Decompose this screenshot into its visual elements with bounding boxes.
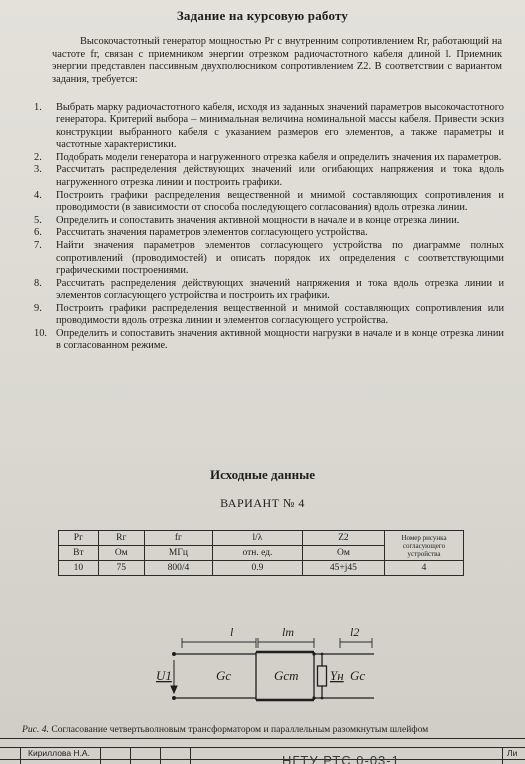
table-header-cell: Rг: [98, 531, 144, 546]
table-header-cell: Z2: [302, 531, 384, 546]
task-item: 8. Рассчитать распределения действующих значений напряжения и тока вдоль отрезка линии и элементов согласующего устройства и построить их графики.: [34, 277, 504, 301]
label-yn: Yн: [330, 668, 344, 683]
table-unit-cell: Вт: [59, 546, 99, 561]
label-gct: Gст: [274, 668, 299, 683]
table-value-cell: 10: [59, 561, 99, 576]
task-item: 5. Определить и сопоставить значения активной мощности в начале и в конце отрезка линии.: [34, 214, 460, 226]
label-lt: lт: [282, 625, 294, 639]
table-unit-cell: Ом: [302, 546, 384, 561]
label-u1: U1: [156, 668, 172, 683]
label-l2: l2: [350, 625, 360, 639]
title-block-stamp: [0, 738, 525, 764]
table-value-cell: 45+j45: [302, 561, 384, 576]
table-header-cell: Pг: [59, 531, 99, 546]
task-item: 9. Построить графики распределения вещественной и мнимой составляющих сопротивления или проводимости вдоль отрезка линии и элементов согласующего устройства.: [34, 302, 504, 327]
task-item: 7. Найти значения параметров элементов согласующего устройства по диаграмме полных сопротивлений (проводимостей) и описать порядок их определения с соответствующими графическими построениями.: [34, 240, 504, 276]
table-unit-cell: Ом: [98, 546, 144, 561]
section-title: Исходные данные: [209, 467, 316, 482]
label-gc1: Gс: [216, 668, 232, 683]
table-value-cell: 75: [98, 561, 144, 576]
task-item: 3. Рассчитать распределения действующих значений или огибающих напряжения и тока вдоль нагруженного отрезка линии и построить графики.: [34, 164, 504, 188]
label-l: l: [230, 625, 234, 639]
author-name: Кириллова Н.А.: [28, 748, 90, 758]
terminal-top: [172, 652, 176, 656]
table-header-cell: l/λ: [213, 531, 303, 546]
task-list: [34, 102, 504, 353]
document-code: НГТУ РТС 0-03-1: [282, 753, 400, 764]
task-item: 1. Выбрать марку радиочастотного кабеля, исходя из заданных значений параметров высокочастотного генератора. Критерий выбора – минимальная величина номинальной массы кабеля. Привести эскиз конструкции выбранного кабеля с указанием размеров его элементов, а также параметры и частотные характеристики.: [34, 102, 504, 150]
table-unit-cell: МГц: [144, 546, 212, 561]
terminal-bottom: [172, 696, 176, 700]
table-header-cell: Номер рисунка согласующего устройства: [385, 531, 464, 561]
table-header-cell: fг: [144, 531, 212, 546]
table-value-cell: 800/4: [144, 561, 212, 576]
load-element: [318, 666, 327, 686]
task-item: 4. Построить графики распределения вещественной и мнимой составляющих сопротивления и проводимости (в зависимости от способа последующего согласования) вдоль отрезка линии.: [34, 189, 504, 213]
table-unit-cell: отн. ед.: [213, 546, 303, 561]
parameters-table: [58, 530, 464, 576]
label-gc2: Gс: [350, 668, 366, 683]
voltage-arrow-icon: [171, 686, 177, 693]
variant-label: ВАРИАНТ № 4: [220, 496, 305, 510]
document-title: Задание на курсовую работу: [176, 8, 349, 23]
figure-caption: [22, 724, 512, 735]
figure-caption-prefix: Рис. 4.: [22, 724, 49, 735]
table-values-row: [59, 561, 464, 576]
intro-paragraph: Высокочастотный генератор мощностью Pг с внутренним сопротивлением Rг, работающий на частоте fг, связан с приемником энергии отрезком радиочастотного кабеля длиной l. Приемник энергии представлен пассивным двухполюсником сопротивлением Z2. В соответствии с вариантом задания, требуется:: [52, 36, 502, 85]
figure-caption-text: Согласование четвертьволновым трансформатором и параллельным разомкнутым шлейфом: [51, 724, 429, 735]
task-item: 2. Подобрать модели генератора и нагруженного отрезка кабеля и определить значения их параметров.: [34, 151, 502, 163]
table-value-cell: 0.9: [213, 561, 303, 576]
task-item: 6. Рассчитать значения параметров элементов согласующего устройства.: [34, 227, 368, 239]
table-header-row: [59, 531, 464, 546]
table-value-cell: 4: [385, 561, 464, 576]
sheet-label: Ли: [507, 748, 518, 758]
task-item: 10. Определить и сопоставить значения активной мощности нагрузки в начале и в конце отрезка линии в согласованном режиме.: [34, 327, 504, 352]
circuit-diagram: [150, 618, 390, 718]
